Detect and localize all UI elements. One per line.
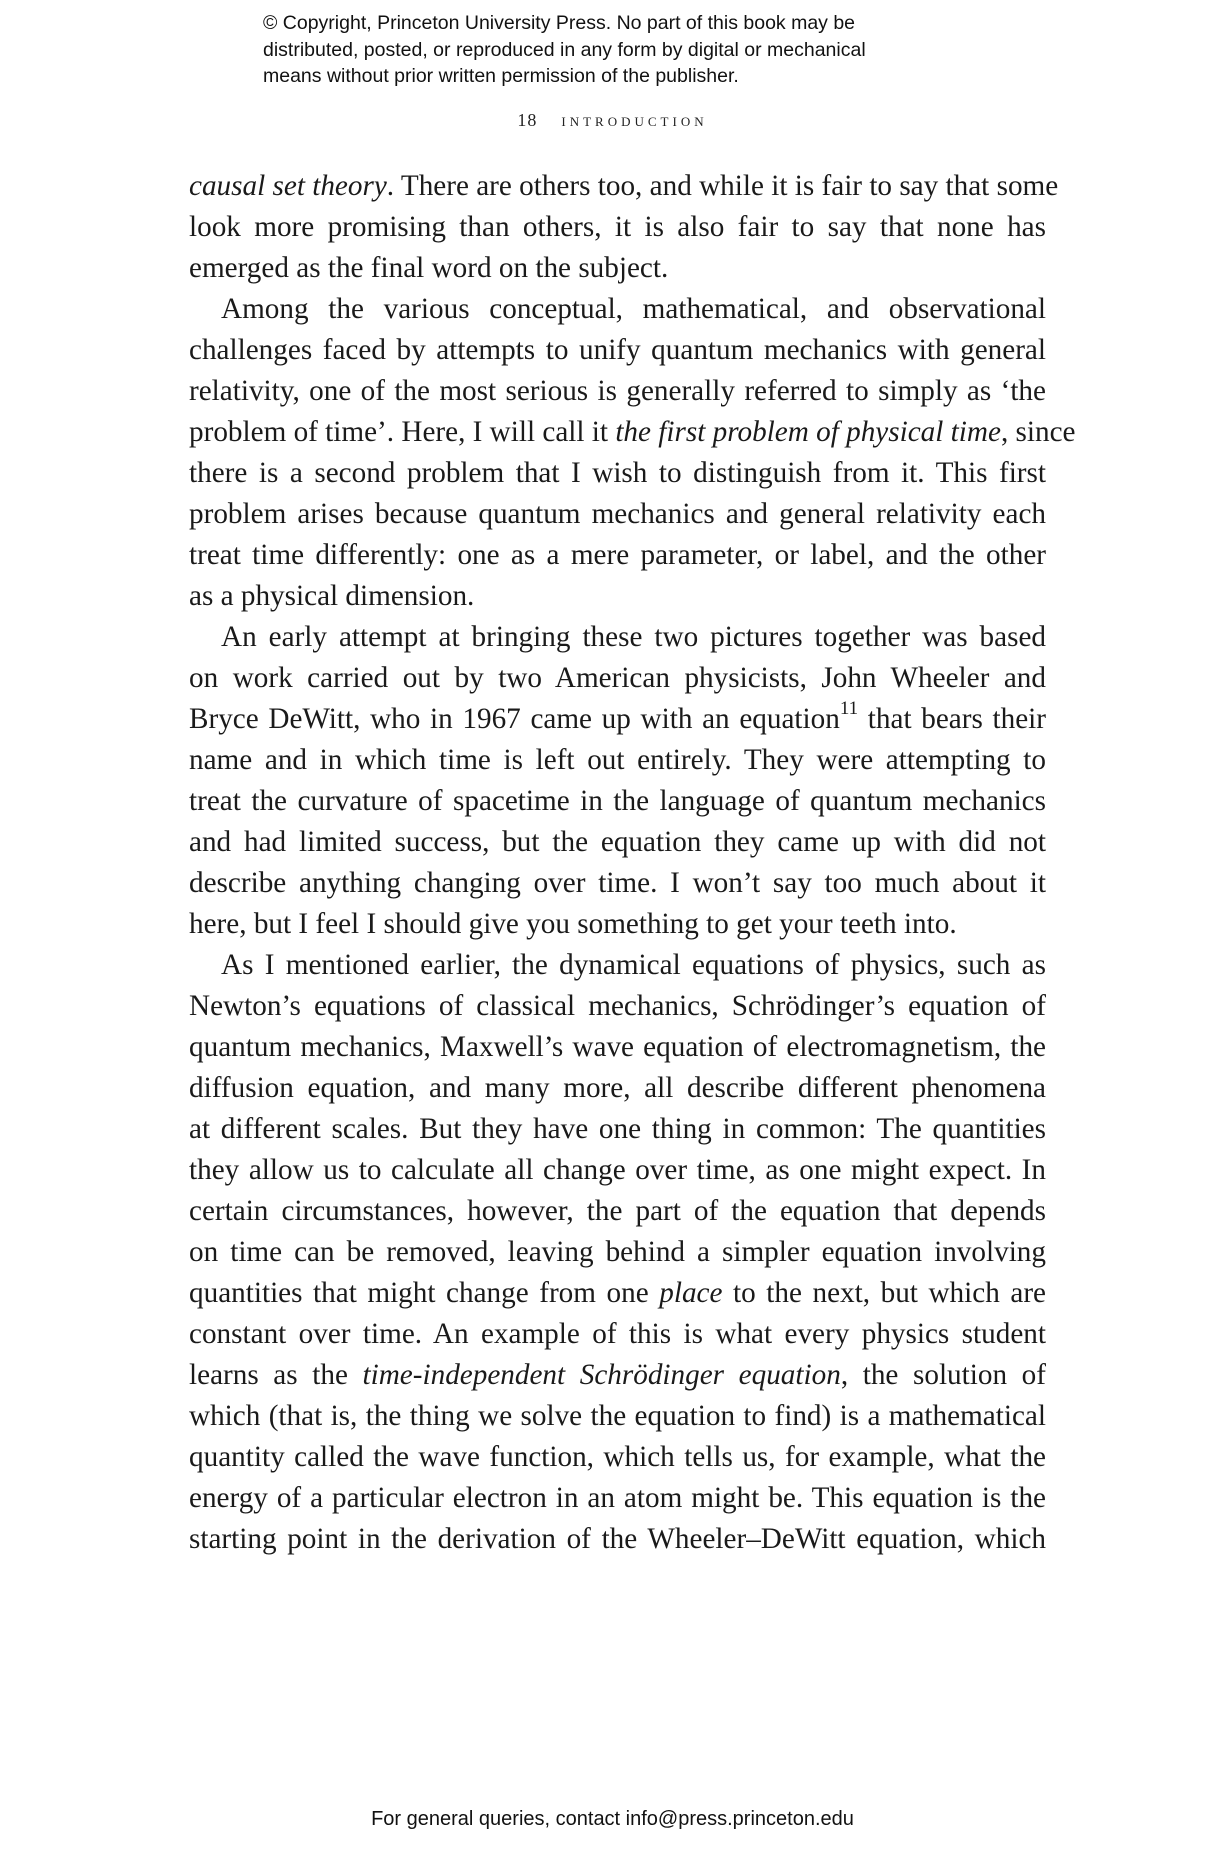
text-line: at different scales. But they have one thing in common: The quantities (189, 1113, 1046, 1145)
text-line: quantities that might change from one place to the next, but which are (189, 1277, 1046, 1309)
text-line: there is a second problem that I wish to distinguish from it. This first (189, 457, 1046, 489)
copyright-line: means without prior written permission of the publisher. (263, 65, 739, 87)
text-line: Bryce DeWitt, who in 1967 came up with an equation$^{11}$ that bears their (189, 698, 1046, 735)
text-line: certain circumstances, however, the part of the equation that depends (189, 1195, 1046, 1227)
text-line: they allow us to calculate all change over time, as one might expect. In (189, 1154, 1046, 1186)
text-line: on time can be removed, leaving behind a simpler equation involving (189, 1236, 1046, 1268)
italic-term: the first problem of physical time (615, 416, 1001, 448)
text-line: Among the various conceptual, mathematical, and observational (221, 293, 1046, 325)
text-line: constant over time. An example of this is what every physics student (189, 1318, 1046, 1350)
text-line: quantity called the wave function, which tells us, for example, what the (189, 1441, 1046, 1473)
body-text (189, 166, 1076, 1560)
text-line: and had limited success, but the equation they came up with did not (189, 826, 1046, 858)
text-line: relativity, one of the most serious is generally referred to simply as ‘the (189, 375, 1046, 407)
text-line: name and in which time is left out entirely. They were attempting to (189, 744, 1046, 776)
text-line: as a physical dimension. (189, 580, 475, 612)
chapter-title: introduction (561, 110, 708, 130)
text-line: Newton’s equations of classical mechanics, Schrödinger’s equation of (189, 990, 1046, 1022)
text-line: diffusion equation, and many more, all describe different phenomena (189, 1072, 1046, 1104)
italic-term: time-independent Schrödinger equation (362, 1359, 841, 1391)
copyright-line: © Copyright, Princeton University Press. No part of this book may be (263, 12, 856, 34)
text-line: emerged as the final word on the subject. (189, 252, 669, 284)
text-line: treat time differently: one as a mere parameter, or label, and the other (189, 539, 1046, 571)
running-head (0, 110, 1225, 131)
text-line: on work carried out by two American physicists, John Wheeler and (189, 662, 1046, 694)
text-line: describe anything changing over time. I won’t say too much about it (189, 867, 1046, 899)
text-line: causal set theory. There are others too, and while it is fair to say that some (189, 170, 1059, 202)
text-line: look more promising than others, it is also fair to say that none has (189, 211, 1046, 243)
footer-contact: For general queries, contact info@press.princeton.edu (371, 1808, 854, 1830)
copyright-line: distributed, posted, or reproduced in any form by digital or mechanical (263, 38, 866, 61)
text-line: starting point in the derivation of the Wheeler–DeWitt equation, which (189, 1523, 1046, 1555)
text-line: An early attempt at bringing these two pictures together was based (221, 621, 1046, 653)
text-line: As I mentioned earlier, the dynamical equations of physics, such as (221, 949, 1046, 981)
footnote-marker[interactable]: 11 (839, 698, 859, 720)
text-line: problem arises because quantum mechanics and general relativity each (189, 498, 1046, 530)
text-line: here, but I feel I should give you something to get your teeth into. (189, 908, 957, 940)
text-line: which (that is, the thing we solve the equation to find) is a mathematical (189, 1400, 1046, 1432)
copyright-notice (263, 10, 983, 90)
text-line: treat the curvature of spacetime in the language of quantum mechanics (189, 785, 1046, 817)
text-line: energy of a particular electron in an atom might be. This equation is the (189, 1482, 1046, 1514)
page-number: 18 (517, 110, 538, 130)
text-line: problem of time’. Here, I will call it the first problem of physical time, since (189, 416, 1076, 448)
text-line: learns as the time-independent Schrödinger equation, the solution of (189, 1359, 1046, 1391)
italic-term: causal set theory (189, 170, 387, 202)
italic-term: place (659, 1277, 723, 1309)
text-line: quantum mechanics, Maxwell’s wave equation of electromagnetism, the (189, 1031, 1046, 1063)
text-line: challenges faced by attempts to unify quantum mechanics with general (189, 334, 1046, 366)
